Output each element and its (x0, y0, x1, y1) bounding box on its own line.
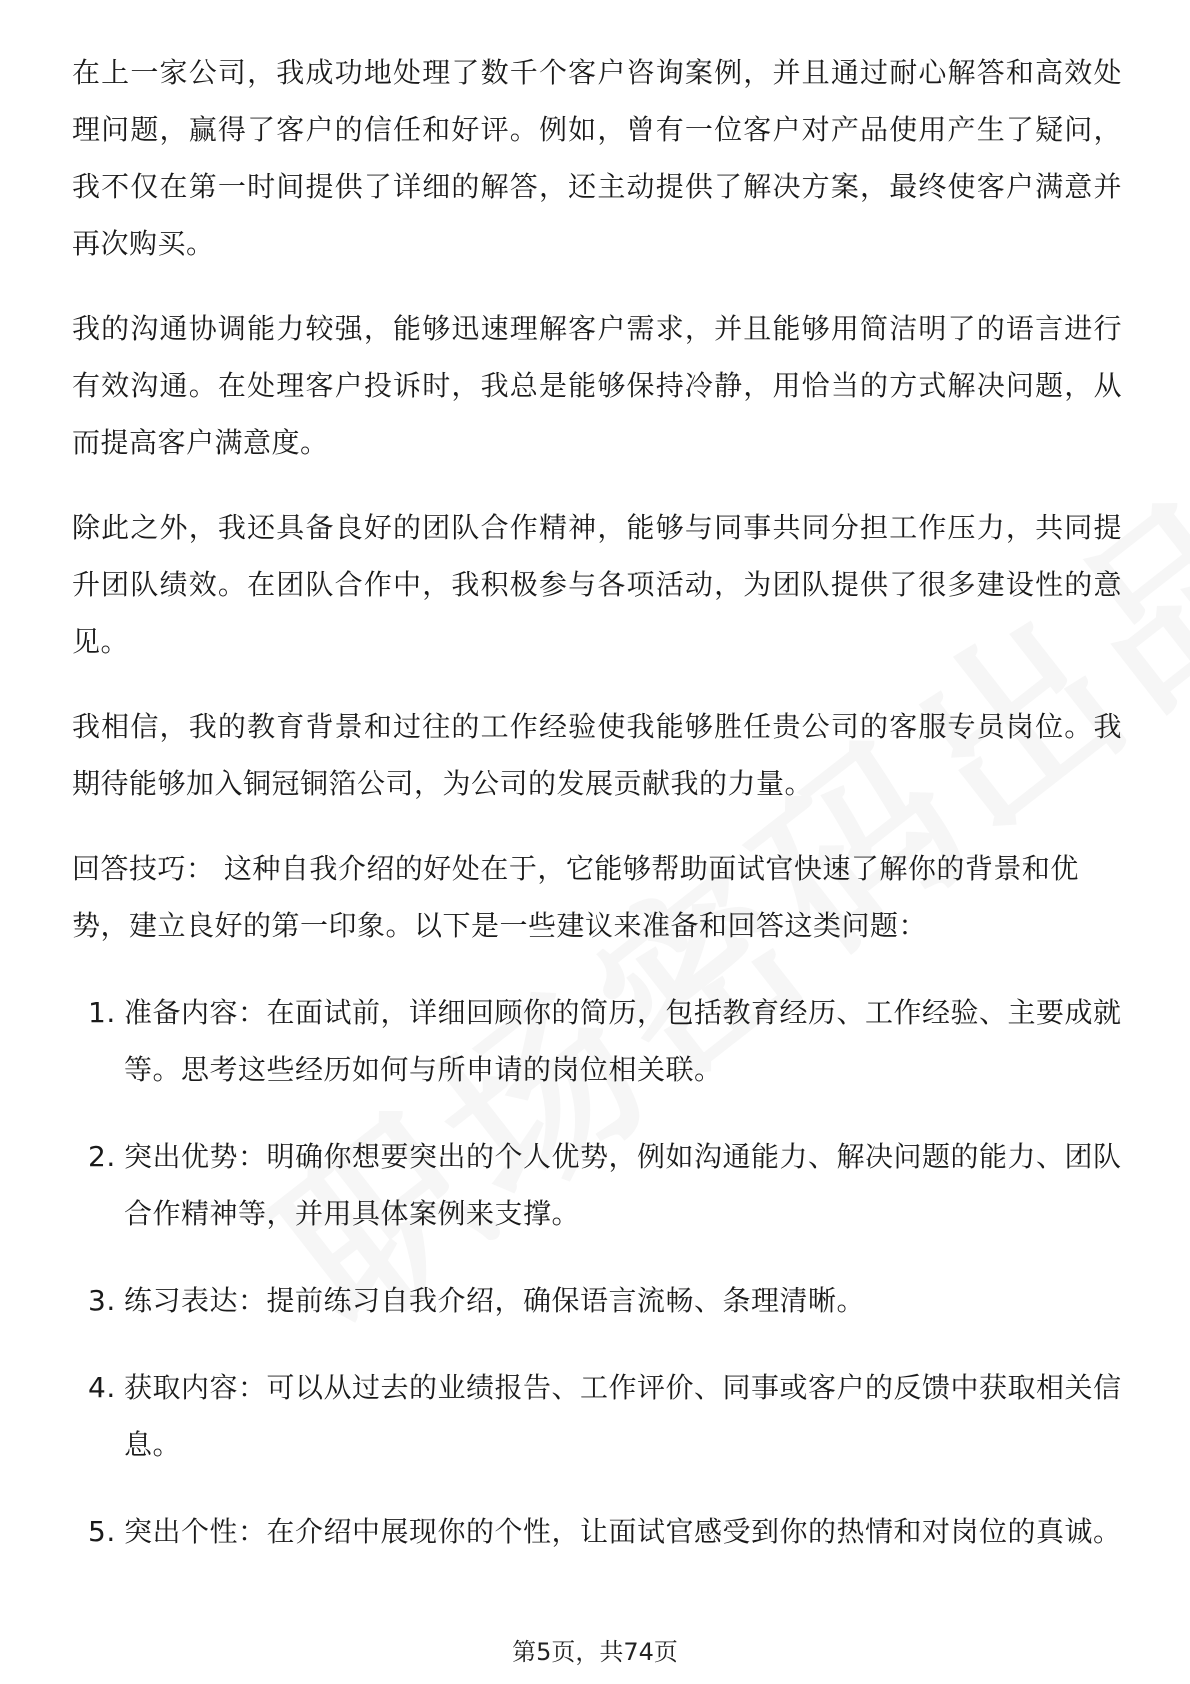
paragraph-teamwork: 除此之外，我还具备良好的团队合作精神，能够与同事共同分担工作压力，共同提升团队绩效。在团队合作中，我积极参与各项活动，为团队提供了很多建设性的意见。 (72, 511, 1122, 658)
list-item (72, 1272, 1122, 1329)
list-number: 5. (88, 1515, 116, 1548)
list-text: 准备内容：在面试前，详细回顾你的简历，包括教育经历、工作经验、主要成就等。思考这些经历如何与所申请的岗位相关联。 (124, 996, 1122, 1086)
list-text: 突出个性：在介绍中展现你的个性，让面试官感受到你的热情和对岗位的真诚。 (124, 1515, 1122, 1548)
list-number: 1. (88, 996, 116, 1029)
paragraph-conclusion: 我相信，我的教育背景和过往的工作经验使我能够胜任贵公司的客服专员岗位。我期待能够加入铜冠铜箔公司，为公司的发展贡献我的力量。 (72, 710, 1122, 800)
list-item (72, 1359, 1122, 1473)
list-item (72, 1128, 1122, 1242)
tips-list (72, 984, 1122, 1560)
page-footer: 第5页，共74页 (512, 1638, 678, 1666)
list-number: 4. (88, 1371, 116, 1404)
list-text: 突出优势：明确你想要突出的个人优势，例如沟通能力、解决问题的能力、团队合作精神等，并用具体案例来支撑。 (124, 1140, 1122, 1230)
paragraph-experience: 在上一家公司，我成功地处理了数千个客户咨询案例，并且通过耐心解答和高效处理问题，赢得了客户的信任和好评。例如，曾有一位客户对产品使用产生了疑问，我不仅在第一时间提供了详细的解答，还主动提供了解决方案，最终使客户满意并再次购买。 (72, 56, 1122, 260)
list-text: 获取内容：可以从过去的业绩报告、工作评价、同事或客户的反馈中获取相关信息。 (124, 1371, 1122, 1461)
list-number: 3. (88, 1284, 116, 1317)
answer-tips: 回答技巧： 这种自我介绍的好处在于，它能够帮助面试官快速了解你的背景和优势，建立良好的第一印象。以下是一些建议来准备和回答这类问题： (72, 852, 1079, 942)
paragraph-communication: 我的沟通协调能力较强，能够迅速理解客户需求，并且能够用简洁明了的语言进行有效沟通。在处理客户投诉时，我总是能够保持冷静，用恰当的方式解决问题，从而提高客户满意度。 (72, 312, 1122, 459)
list-item (72, 1503, 1122, 1560)
list-item (72, 984, 1122, 1098)
list-number: 2. (88, 1140, 116, 1173)
page-content (72, 44, 1122, 1590)
list-text: 练习表达：提前练习自我介绍，确保语言流畅、条理清晰。 (124, 1284, 866, 1317)
